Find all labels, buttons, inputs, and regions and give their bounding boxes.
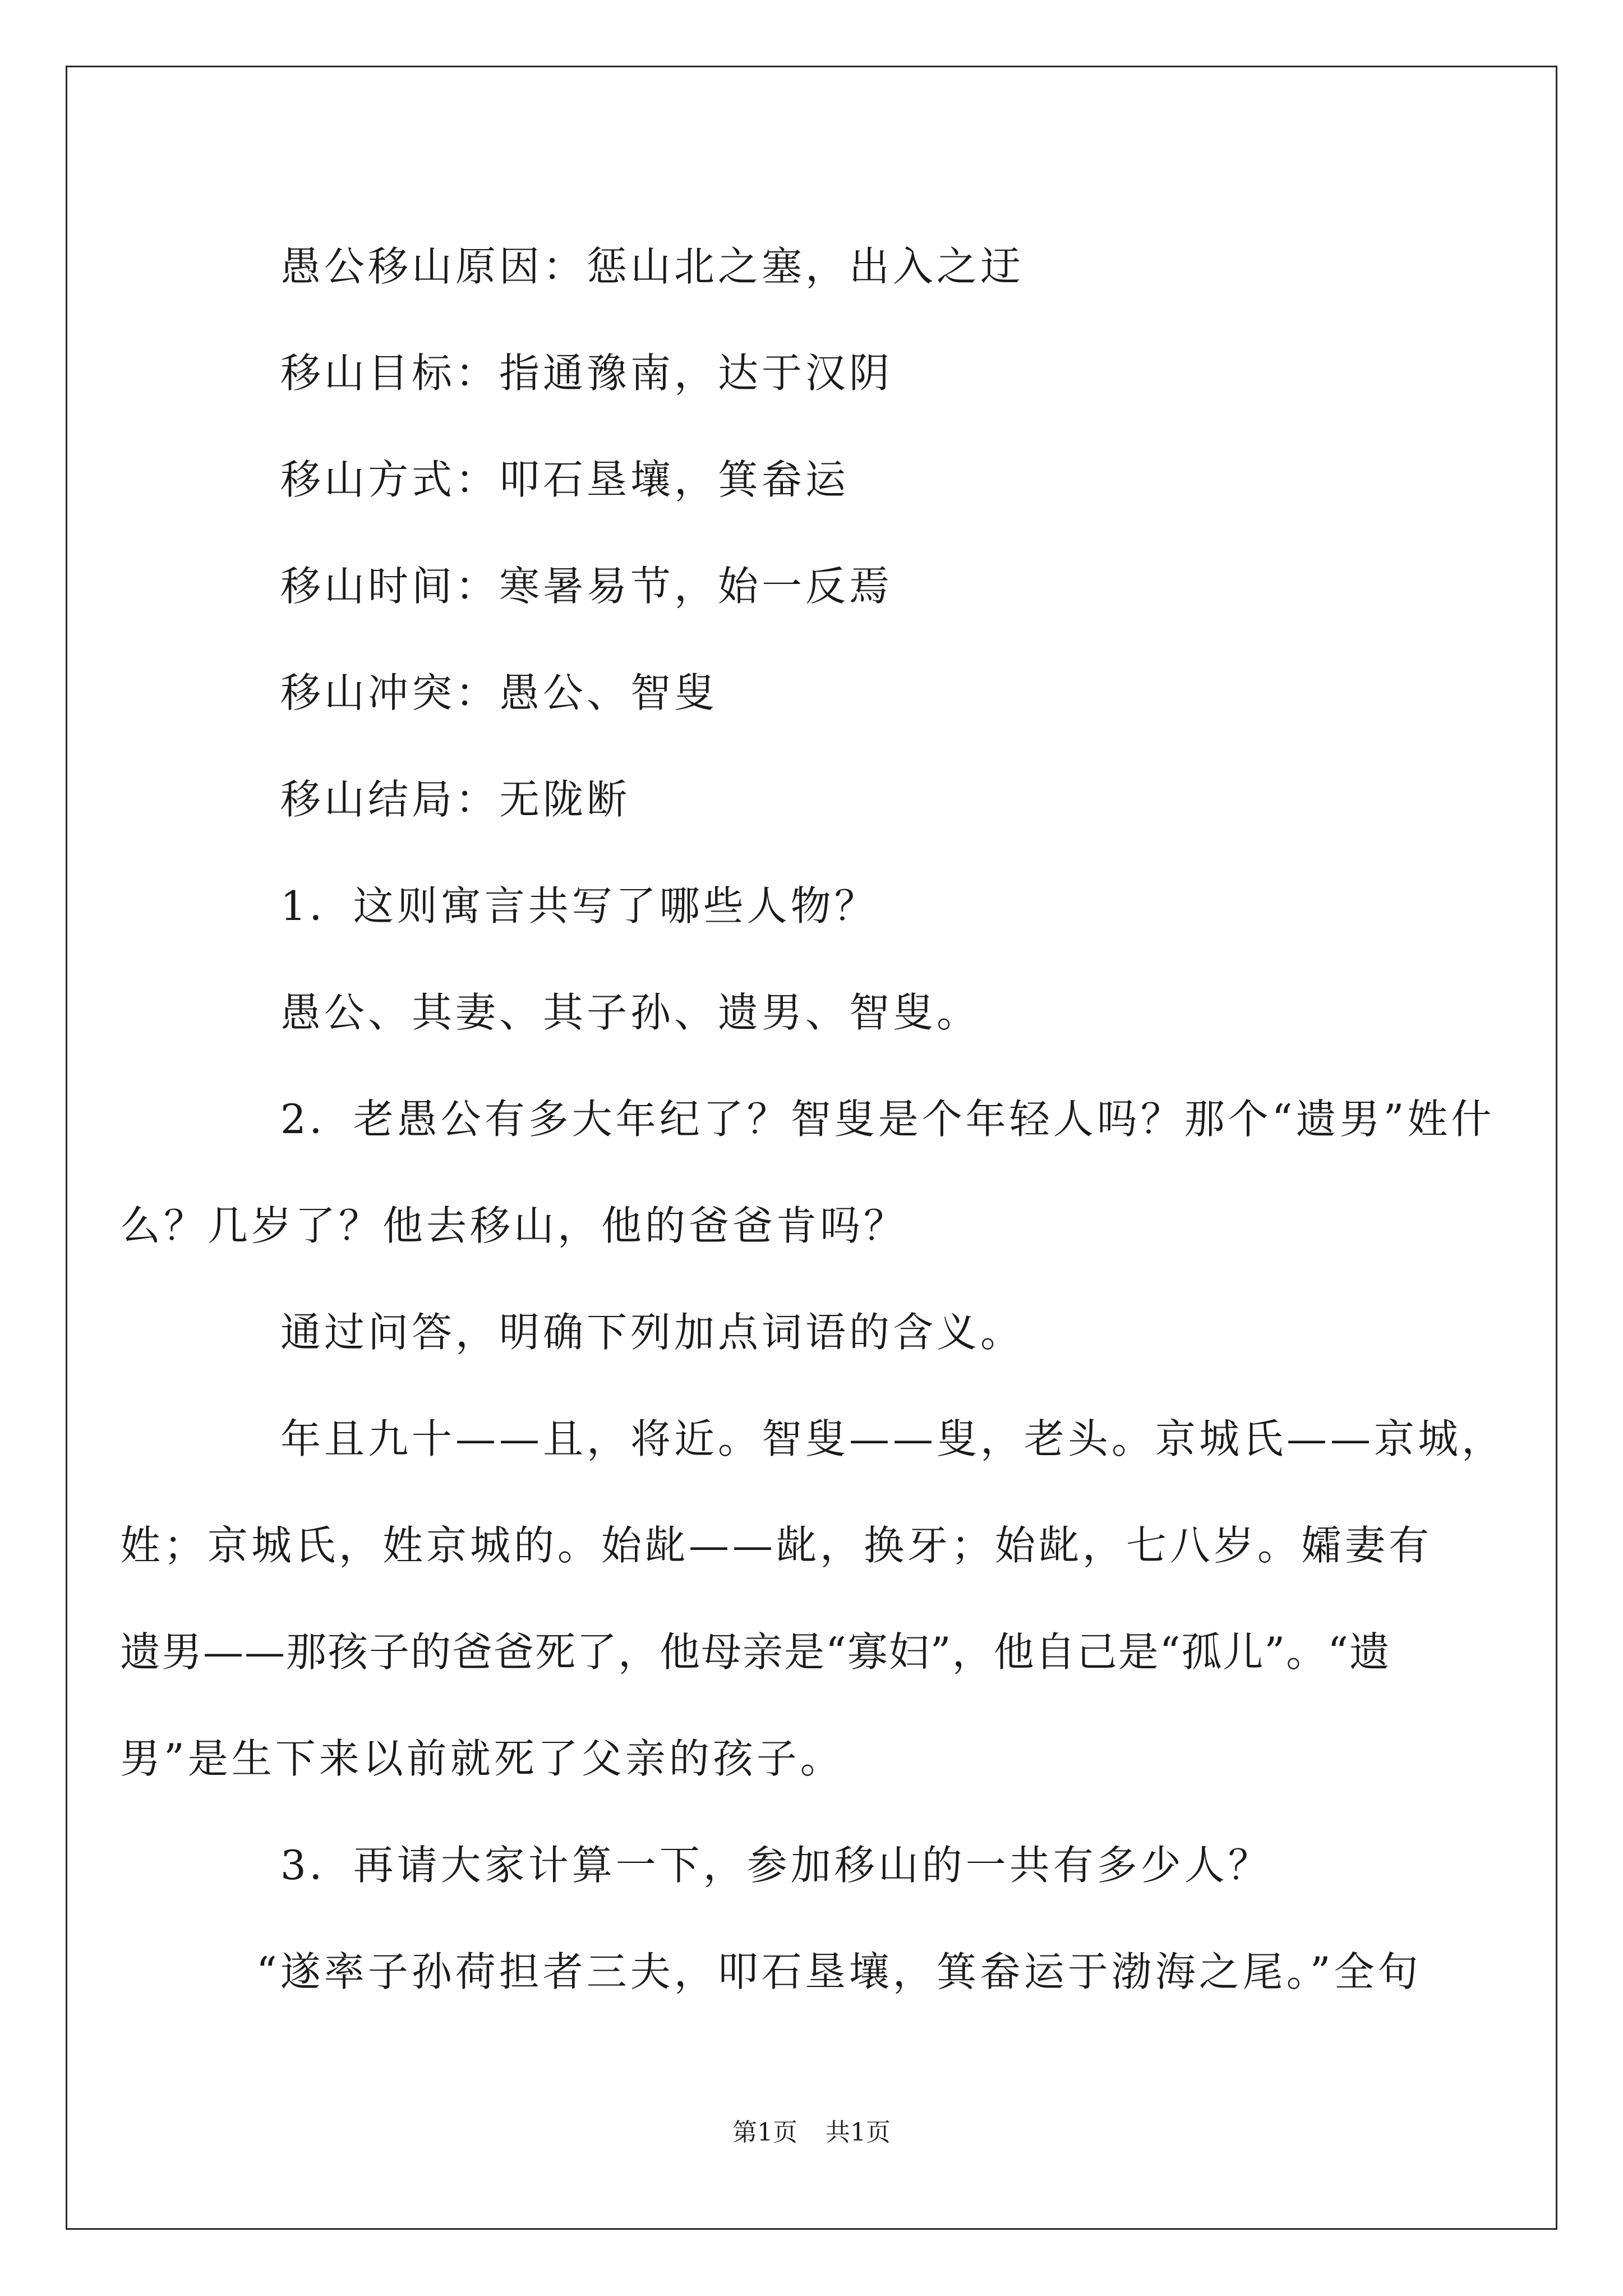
instruction-line: 通过问答，明确下列加点词语的含义。 [280,1309,1025,1356]
text-line: 移山冲突：愚公、智叟 [280,669,718,716]
document-body [120,213,1506,2025]
page-footer [0,2112,1623,2148]
definitions-line-1: 年且九十——且，将近。智叟——叟，老头。京城氏——京城， [280,1415,1506,1462]
page-number-current: 第1页 [732,2118,797,2147]
text-line: 愚公移山原因：惩山北之塞，出入之迂 [280,243,1025,290]
text-line: 移山目标：指通豫南，达于汉阴 [280,349,893,397]
question-1: 1．这则寓言共写了哪些人物？ [280,882,878,930]
definitions-line-4: 男”是生下来以前就死了父亲的孩子。 [120,1735,844,1782]
question-2 [120,1066,1495,1279]
text-line: 移山方式：叩石垦壤，箕畚运 [280,456,850,503]
quote-line: “遂率子孙荷担者三夫，叩石垦壤，箕畚运于渤海之尾。”全句 [256,1948,1422,1995]
question-2-line-1: 2．老愚公有多大年纪了？智叟是个年轻人吗？那个“遗男”姓什 [280,1096,1495,1143]
text-line: 移山结局：无陇断 [280,776,631,823]
definitions-line-3: 遗男——那孩子的爸爸死了，他母亲是“寡妇”，他自己是“孤儿”。“遗 [120,1628,1391,1676]
page-number-total: 共1页 [826,2118,891,2147]
question-2-line-2: 么？几岁了？他去移山，他的爸爸肯吗？ [120,1202,908,1249]
question-3: 3．再请大家计算一下，参加移山的一共有多少人？ [280,1842,1272,1889]
answer-1: 愚公、其妻、其子孙、遗男、智叟。 [280,989,981,1036]
definitions-line-2: 姓；京城氏，姓京城的。始龀——龀，换牙；始龀，七八岁。孀妻有 [120,1522,1433,1569]
text-line: 移山时间：寒暑易节，始一反焉 [280,563,893,610]
definitions-paragraph [120,1386,1506,1812]
